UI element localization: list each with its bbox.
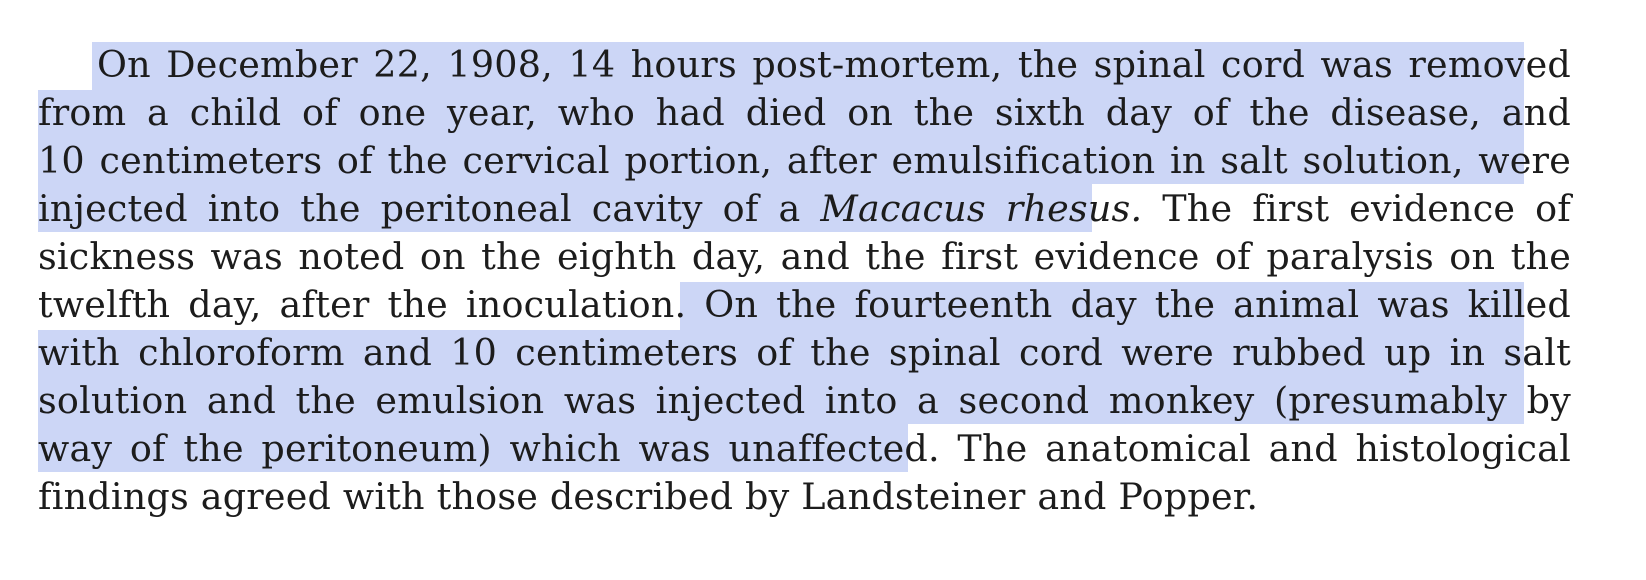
paragraph-line-2[interactable]: from a child of one year, who had died on the sixth day of the disease, and xyxy=(38,91,1571,134)
paragraph-line-8[interactable]: solution and the emulsion was injected into a second monkey (presumably by xyxy=(38,379,1571,422)
paragraph-line-1[interactable]: On December 22, 1908, 14 hours post-mortem, the spinal cord was removed xyxy=(97,43,1571,86)
paragraph-line-10[interactable]: findings agreed with those described by Landsteiner and Popper. xyxy=(38,475,1259,518)
species-name-italic[interactable]: Macacus rhesus. xyxy=(820,187,1143,230)
paragraph-line-3[interactable]: 10 centimeters of the cervical portion, after emulsification in salt solution, were xyxy=(38,139,1571,182)
paragraph-line-9[interactable]: way of the peritoneum) which was unaffected. The anatomical and histological xyxy=(38,427,1571,470)
paragraph-line-7[interactable]: with chloroform and 10 centimeters of the spinal cord were rubbed up in salt xyxy=(38,331,1571,374)
paragraph-line-6[interactable]: twelfth day, after the inoculation. On the fourteenth day the animal was killed xyxy=(38,283,1571,326)
paragraph-line-4[interactable]: injected into the peritoneal cavity of a Macacus rhesus. The first evidence of xyxy=(38,187,1572,230)
paragraph-line-5[interactable]: sickness was noted on the eighth day, and the first evidence of paralysis on the xyxy=(38,235,1571,278)
